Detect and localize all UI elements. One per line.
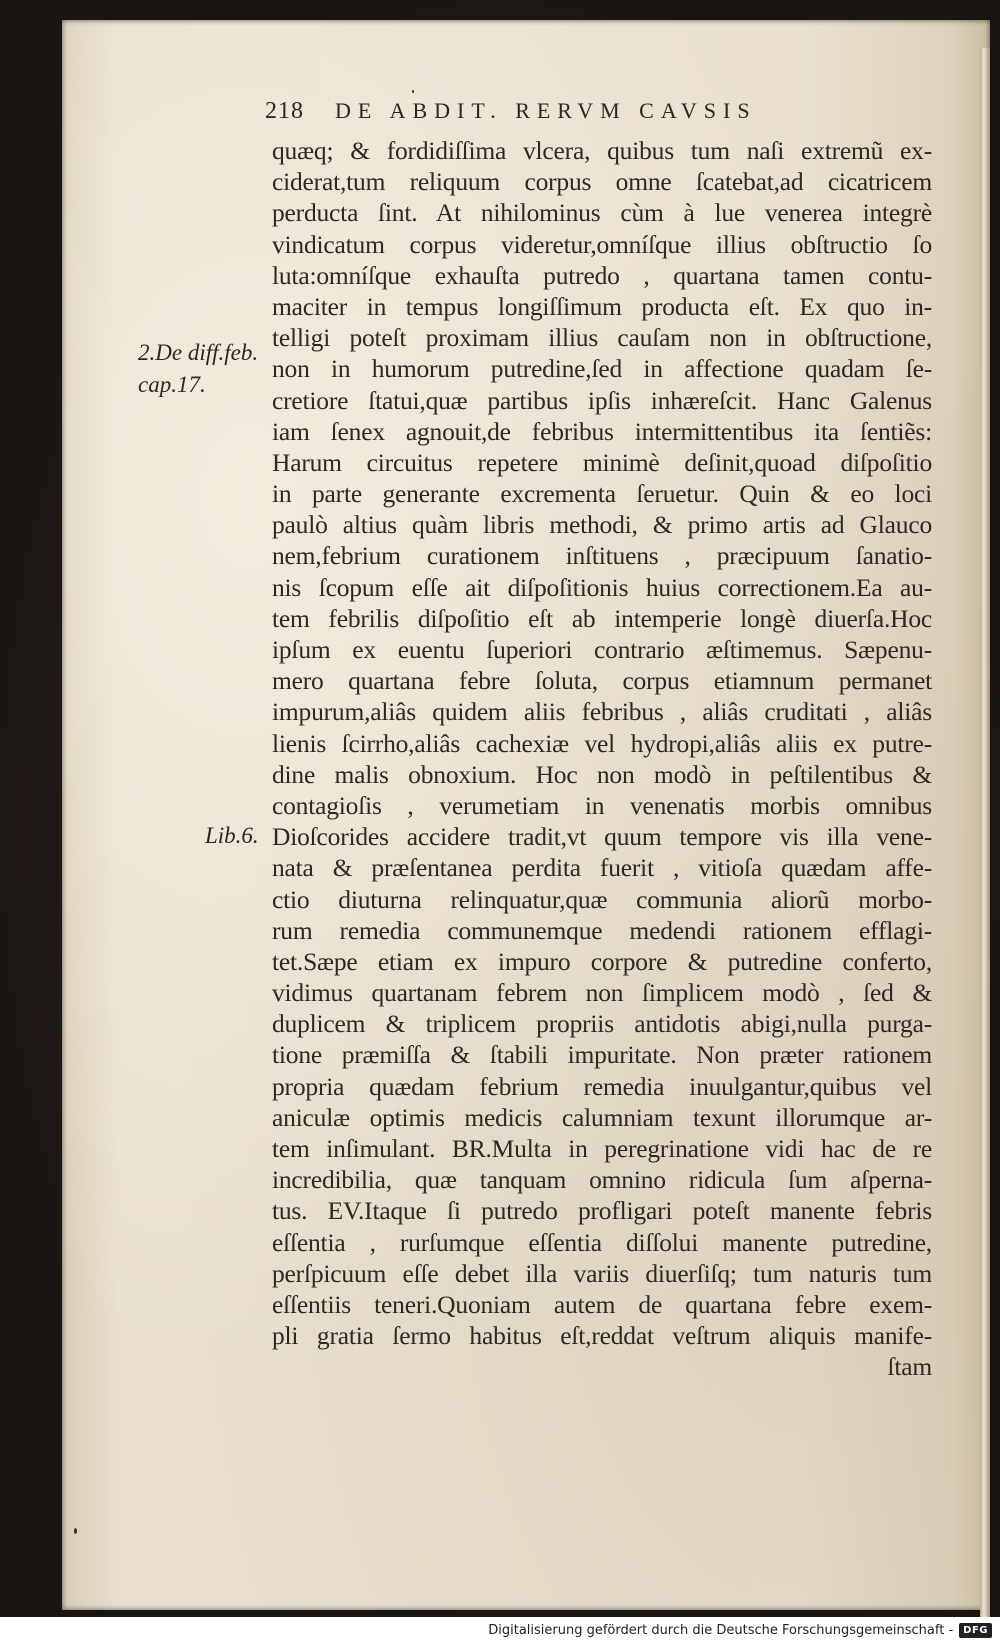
margin-note-chapter: cap.17.: [138, 372, 206, 397]
text-line: eſſentia , rurſumque eſſentia diſſolui manente putredine,: [272, 1227, 932, 1257]
text-line: tus. EV.Itaque ſi putredo profligari poteſt manente febris: [272, 1196, 932, 1226]
text-line: tione præmiſſa & ſtabili impuritate. Non præter rationem: [272, 1040, 932, 1070]
text-line: mero quartana febre ſoluta, corpus etiamnum permanet: [272, 666, 932, 696]
text-line: propria quædam febrium remedia inuulgantur,quibus vel: [272, 1071, 932, 1101]
margin-note-book: Lib.6.: [205, 823, 259, 848]
page-edge: [980, 48, 990, 1618]
text-line: tem inſimulant. BR.Multa in peregrinatione vidi hac de re: [272, 1134, 932, 1163]
text-line: perducta ſint. At nihilominus cùm à lue venerea integrè: [272, 198, 932, 228]
scan-speck: [412, 90, 414, 93]
text-line: non in humorum putredine,ſed in affectione quadam ſe-: [272, 354, 932, 384]
text-line: tet.Sæpe etiam ex impuro corpore & putredine conferto,: [272, 946, 932, 976]
scan-speck: [74, 1528, 77, 1534]
text-line: luta:omníſque exhauſta putredo , quartana tamen contu-: [272, 260, 932, 290]
footer-credit: Digitalisierung gefördert durch die Deutsche Forschungsgemeinschaft -: [488, 1622, 954, 1638]
text-line: nis ſcopum eſſe ait diſpoſitionis huius correctionem.Ea au-: [272, 572, 932, 602]
running-head: [265, 98, 825, 138]
dfg-logo: DFG: [959, 1623, 992, 1638]
text-line: tem febrilis diſpoſitio eſt ab intemperie longè diuerſa.Hoc: [272, 603, 932, 633]
text-line: Dioſcorides accidere tradit,vt quum tempore vis illa vene-: [272, 822, 932, 852]
text-line: cretiore ſtatui,quæ partibus ipſis inhæreſcit. Hanc Galenus: [272, 385, 932, 415]
running-title: DE ABDIT. RERVM CAVSIS: [335, 98, 757, 123]
text-line: vidimus quartanam febrem non ſimplicem modò , ſed &: [272, 978, 932, 1008]
body-text: [272, 135, 932, 1383]
text-line: duplicem & triplicem propriis antidotis abigi,nulla purga-: [272, 1009, 932, 1039]
page-number: 218: [265, 98, 304, 124]
text-line: ipſum ex euentu ſuperiori contrario æſtimemus. Sæpenu-: [272, 635, 932, 664]
text-line: contagioſis , verumetiam in venenatis morbis omnibus: [272, 790, 932, 820]
text-line: aniculæ optimis medicis calumniam texunt illorumque ar-: [272, 1102, 932, 1132]
text-line: impurum,aliâs quidem aliis febribus , aliâs cruditati , aliâs: [272, 697, 932, 727]
catchword: ſtam: [887, 1352, 932, 1382]
text-line: dine malis obnoxium. Hoc non modò in peſtilentibus &: [272, 759, 932, 789]
text-line: ctio diuturna relinquatur,quæ communia aliorũ morbo-: [272, 884, 932, 914]
text-line: iam ſenex agnouit,de febribus intermittentibus ita ſentiẽs:: [272, 416, 932, 446]
text-line: perſpicuum eſſe debet illa variis diuerſiſq; tum naturis tum: [272, 1258, 932, 1288]
text-line: telligi poteſt proximam illius cauſam non in obſtructione,: [272, 323, 932, 353]
text-line: vindicatum corpus videretur,omníſque illius obſtructio ſo: [272, 229, 932, 259]
text-line: eſſentiis teneri.Quoniam autem de quartana febre exem-: [272, 1289, 932, 1319]
text-line: incredibilia, quæ tanquam omnino ridicula ſum aſperna-: [272, 1165, 932, 1195]
margin-note-reference: 2.De diff.feb.: [138, 340, 259, 365]
text-line: pli gratia ſermo habitus eſt,reddat veſtrum aliquis manife-: [272, 1321, 932, 1351]
text-line: lienis ſcirrho,aliâs cachexiæ vel hydropi,aliâs aliis ex putre-: [272, 728, 932, 758]
text-line: nata & præſentanea perdita fuerit , vitioſa quædam affe-: [272, 853, 932, 883]
text-line: ciderat,tum reliquum corpus omne ſcatebat,ad cicatricem: [272, 167, 932, 197]
text-line: rum remedia communemque medendi rationem efflagi-: [272, 915, 932, 945]
text-line: Harum circuitus repetere minimè deſinit,quoad diſpoſitio: [272, 447, 932, 477]
text-line: quæq; & fordidiſſima vlcera, quibus tum naſi extremũ ex-: [272, 136, 932, 165]
text-line: maciter in tempus longiſſimum producta eſt. Ex quo in-: [272, 291, 932, 321]
text-line: in parte generante excrementa ſeruetur. Quin & eo loci: [272, 479, 932, 509]
text-line: paulò altius quàm libris methodi, & primo artis ad Glauco: [272, 510, 932, 540]
text-line: nem,febrium curationem inſtituens , præcipuum ſanatio-: [272, 541, 932, 571]
digitization-footer: [0, 1617, 1000, 1643]
